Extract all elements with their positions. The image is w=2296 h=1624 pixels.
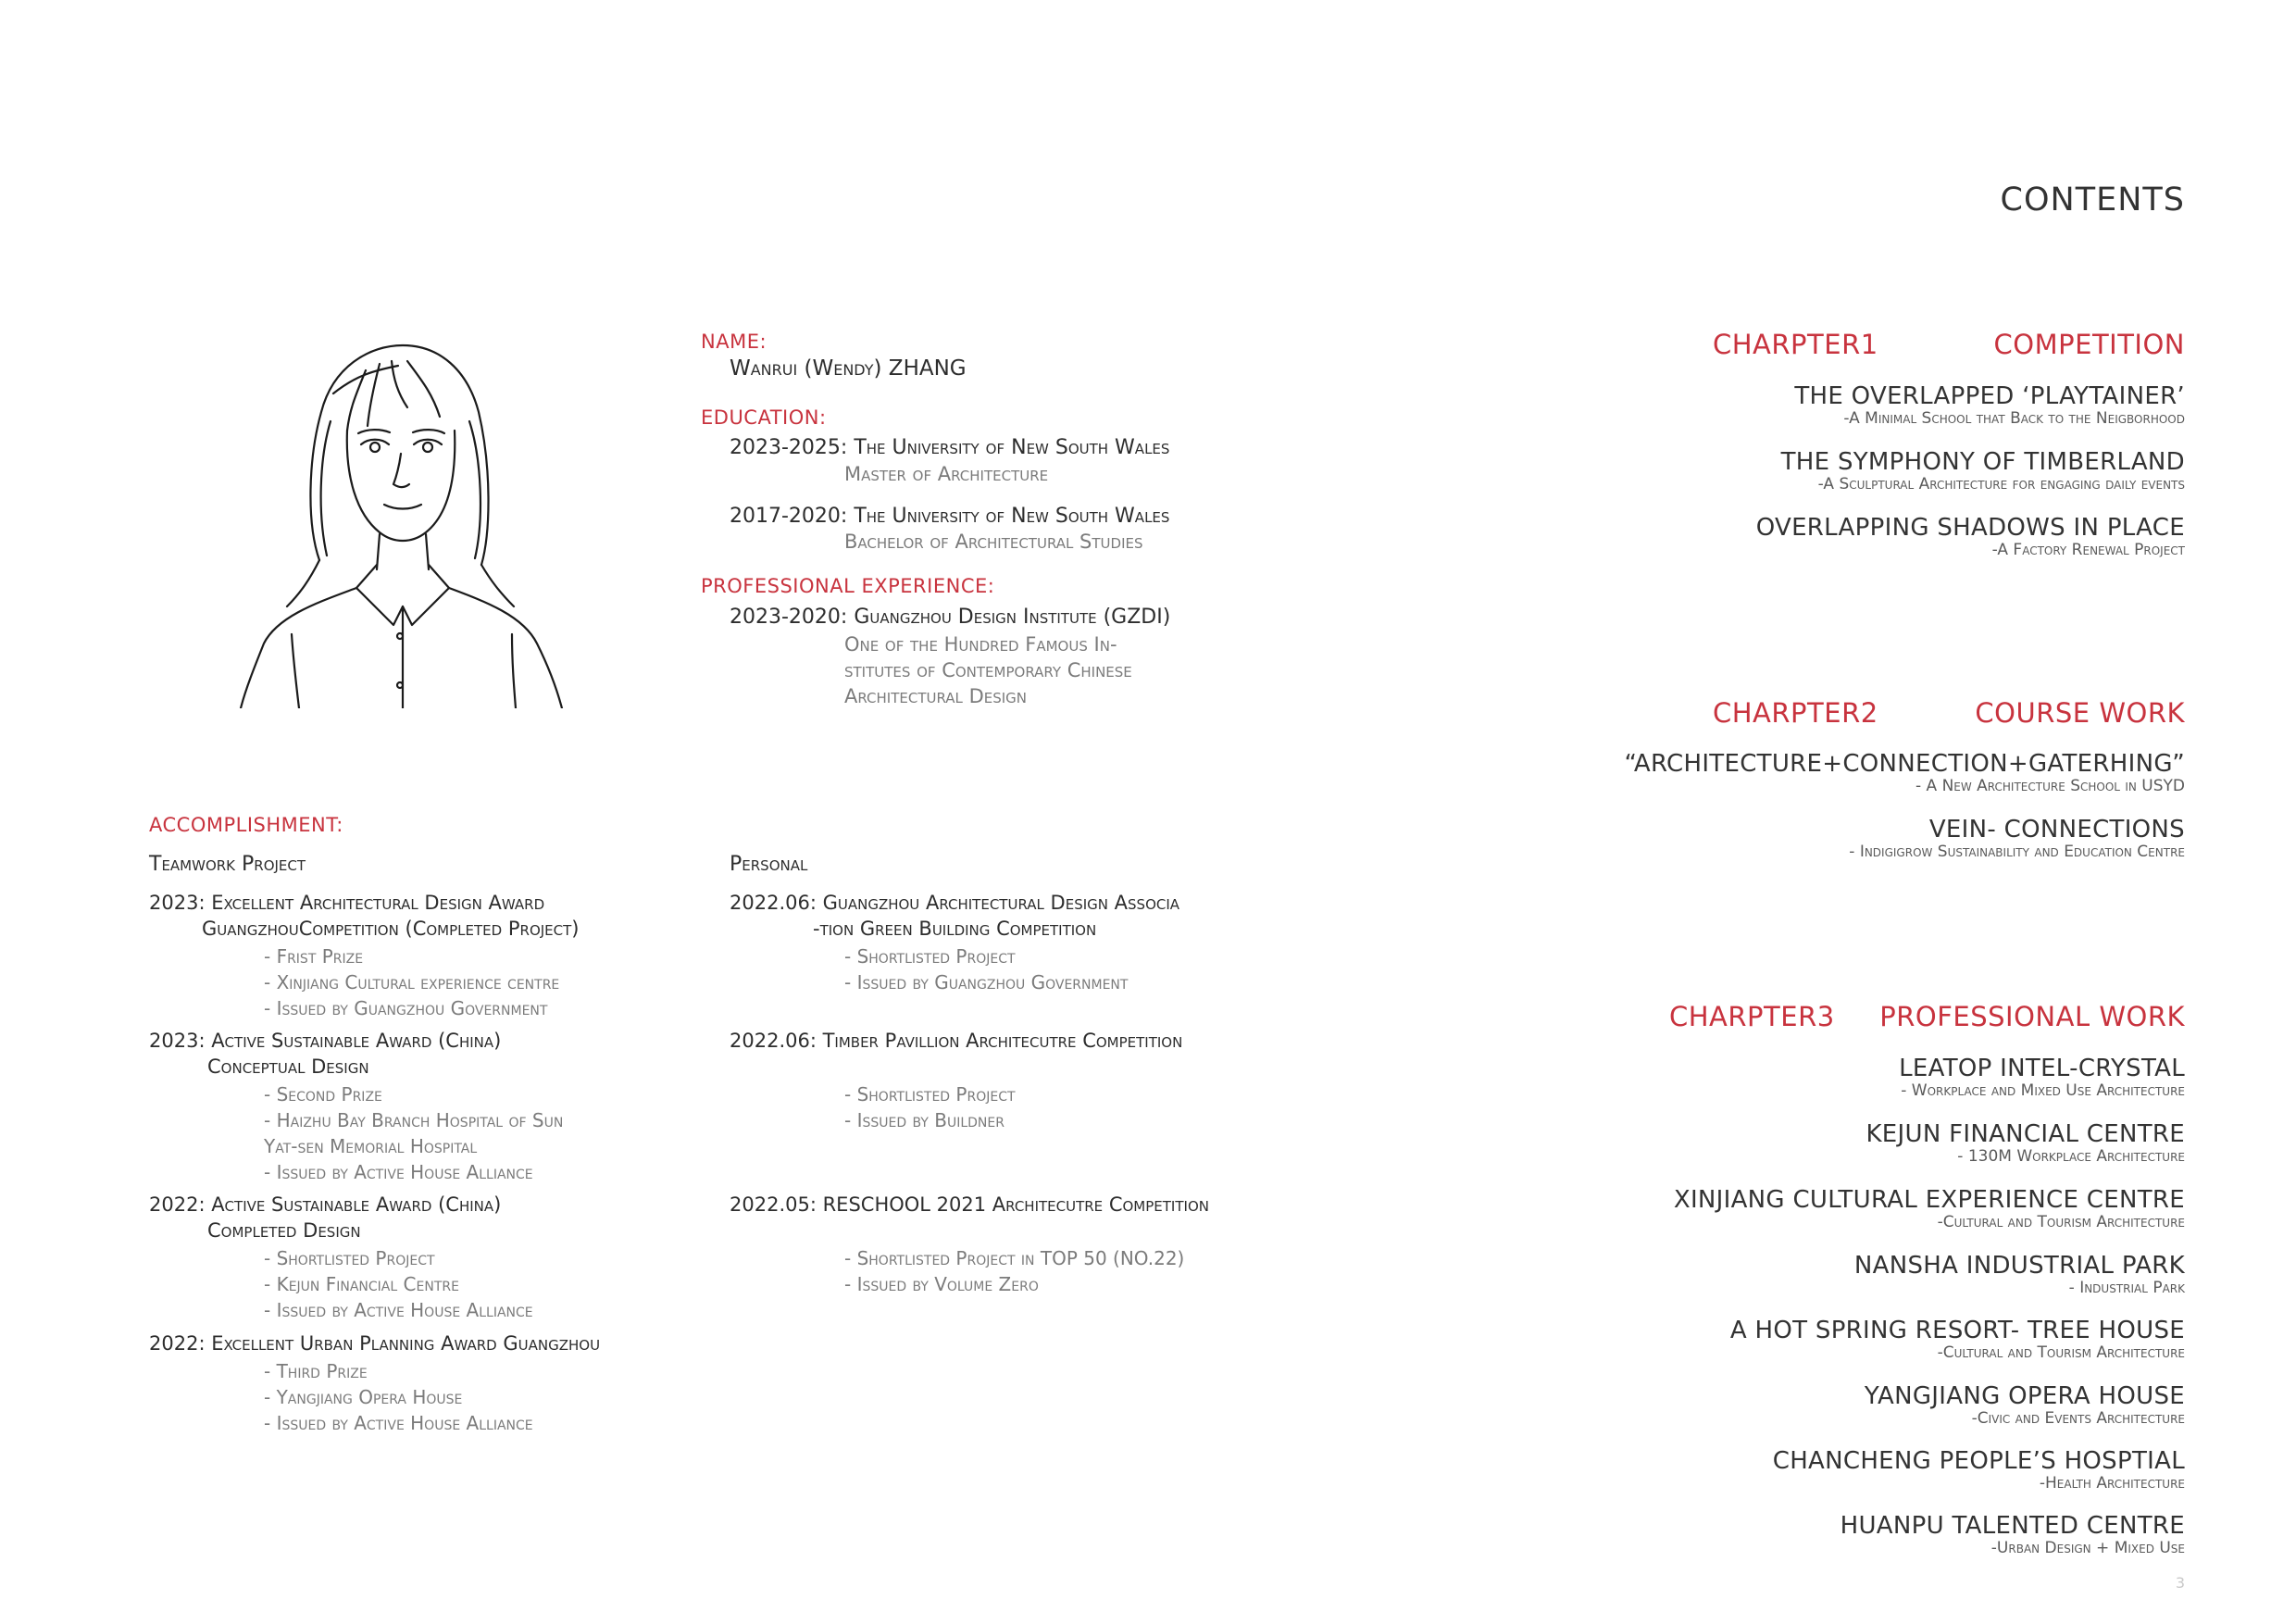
education-degree-2: Bachelor of Architectural Studies [844,531,1143,553]
project-subtitle: -Cultural and Tourism Architecture [1937,1213,2185,1231]
project-title[interactable]: THE SYMPHONY OF TIMBERLAND [1780,448,2185,476]
project-title[interactable]: THE OVERLAPPED ‘PLAYTAINER’ [1794,382,2185,410]
award-title: 2023: Active Sustainable Award (China) [149,1030,502,1052]
award-title: 2022.05: RESCHOOL 2021 Architecutre Competition [730,1193,1209,1216]
award-detail: - Shortlisted Project [844,945,1016,968]
award-title: 2022.06: Timber Pavillion Architecutre Competition [730,1030,1183,1052]
chapter-label: CHARPTER1 [1713,329,1878,360]
award-detail: - Shortlisted Project [264,1247,435,1269]
project-subtitle: -Urban Design + Mixed Use [1990,1539,2185,1557]
award-detail: - Issued by Volume Zero [844,1273,1039,1295]
award-detail: - Yangjiang Opera House [264,1386,463,1408]
chapter-name: COURSE WORK [1975,697,2185,729]
accomplishment-label: ACCOMPLISHMENT: [149,814,343,836]
experience-detail: One of the Hundred Famous In- [844,633,1117,656]
project-title[interactable]: VEIN- CONNECTIONS [1928,816,2185,843]
education-entry-2: 2017-2020: The University of New South Wales [730,505,1170,528]
project-title[interactable]: HUANPU TALENTED CENTRE [1840,1512,2185,1540]
project-title[interactable]: KEJUN FINANCIAL CENTRE [1866,1120,2185,1148]
award-detail: - Second Prize [264,1083,382,1106]
project-subtitle: -A Factory Renewal Project [1991,541,2185,559]
project-title[interactable]: LEATOP INTEL-CRYSTAL [1899,1055,2185,1082]
project-title[interactable]: “ARCHITECTURE+CONNECTION+GATERHING” [1624,750,2185,778]
award-title: Conceptual Design [207,1056,369,1078]
experience-detail: stitutes of Contemporary Chinese [844,659,1132,681]
award-detail: - Haizhu Bay Branch Hospital of Sun [264,1109,564,1131]
project-title[interactable]: CHANCHENG PEOPLE’S HOSPTIAL [1772,1447,2185,1475]
page-number: 3 [2175,1574,2185,1592]
chapter-name: PROFESSIONAL WORK [1879,1001,2185,1032]
award-detail: - Shortlisted Project in TOP 50 (NO.22) [844,1247,1185,1269]
project-title[interactable]: YANGJIANG OPERA HOUSE [1864,1382,2185,1410]
project-subtitle: -A Sculptural Architecture for engaging daily events [1817,475,2185,493]
chapter-name: COMPETITION [1993,329,2185,360]
award-title: Completed Design [207,1219,361,1242]
award-detail: - Issued by Active House Alliance [264,1161,533,1183]
project-subtitle: -Cultural and Tourism Architecture [1937,1343,2185,1362]
chapter-label: CHARPTER2 [1713,697,1878,729]
project-subtitle: - Indigigrow Sustainability and Education Centre [1849,843,2185,861]
name-value: Wanrui (Wendy) ZHANG [730,356,967,381]
education-label: EDUCATION: [701,406,827,429]
project-subtitle: -A Minimal School that Back to the Neigborhood [1843,409,2185,428]
project-title[interactable]: A HOT SPRING RESORT- TREE HOUSE [1729,1317,2185,1344]
award-title: GuangzhouCompetition (Completed Project) [202,918,580,940]
personal-heading: Personal [730,853,808,876]
award-detail: - Issued by Buildner [844,1109,1004,1131]
project-subtitle: -Civic and Events Architecture [1971,1409,2185,1428]
award-title: 2023: Excellent Architectural Design Award [149,892,545,914]
experience-entry: 2023-2020: Guangzhou Design Institute (GZDI) [730,606,1171,629]
experience-label: PROFESSIONAL EXPERIENCE: [701,575,995,597]
award-detail: - Issued by Active House Alliance [264,1412,533,1434]
award-detail: - Issued by Active House Alliance [264,1299,533,1321]
name-label: NAME: [701,331,767,353]
award-detail: - Xinjiang Cultural experience centre [264,971,560,993]
education-degree-1: Master of Architecture [844,463,1049,485]
teamwork-heading: Teamwork Project [149,853,306,876]
project-title[interactable]: NANSHA INDUSTRIAL PARK [1853,1252,2185,1280]
award-detail: - Third Prize [264,1360,368,1382]
project-subtitle: - Industrial Park [2068,1279,2185,1297]
portrait-sketch-icon [218,338,583,708]
education-entry-1: 2023-2025: The University of New South Wales [730,436,1170,459]
award-title: 2022: Active Sustainable Award (China) [149,1193,502,1216]
award-title: 2022: Excellent Urban Planning Award Guangzhou [149,1332,601,1355]
award-title: -tion Green Building Competition [813,918,1097,940]
project-subtitle: - A New Architecture School in USYD [1915,777,2185,795]
project-subtitle: - 130M Workplace Architecture [1957,1147,2185,1166]
award-detail: - Frist Prize [264,945,364,968]
contents-title: CONTENTS [2000,181,2185,219]
project-subtitle: -Health Architecture [2039,1474,2185,1493]
award-title: 2022.06: Guangzhou Architectural Design Associa [730,892,1180,914]
project-title[interactable]: XINJIANG CULTURAL EXPERIENCE CENTRE [1673,1186,2185,1214]
project-title[interactable]: OVERLAPPING SHADOWS IN PLACE [1755,514,2185,542]
award-detail: Yat-sen Memorial Hospital [264,1135,478,1157]
award-detail: - Kejun Financial Centre [264,1273,459,1295]
award-detail: - Shortlisted Project [844,1083,1016,1106]
award-detail: - Issued by Guangzhou Government [264,997,548,1019]
award-detail: - Issued by Guangzhou Government [844,971,1129,993]
chapter-label: CHARPTER3 [1669,1001,1835,1032]
experience-detail: Architectural Design [844,685,1028,707]
project-subtitle: - Workplace and Mixed Use Architecture [1901,1081,2185,1100]
